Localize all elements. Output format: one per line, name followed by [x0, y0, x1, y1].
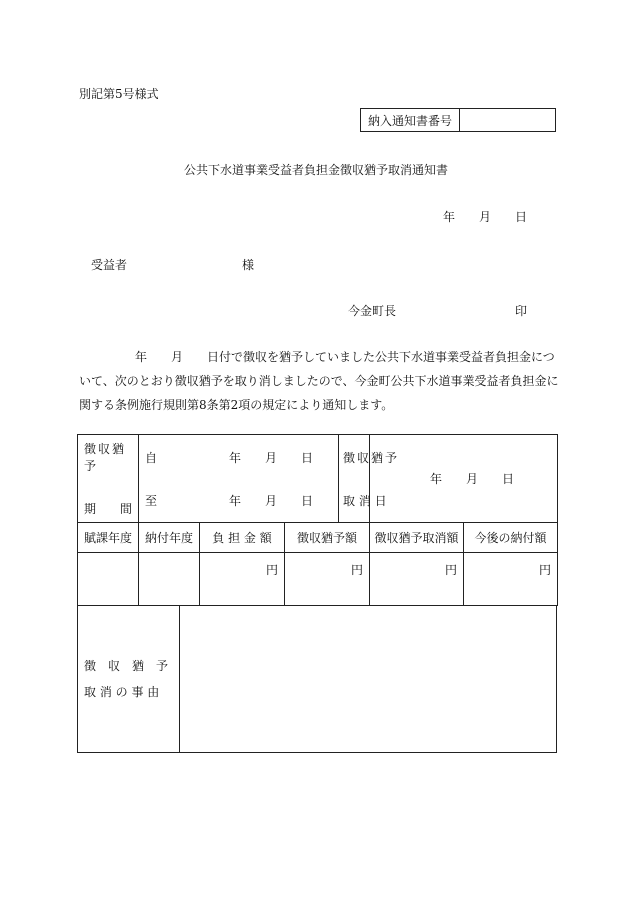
notice-number-label: 納入通知書番号 — [361, 109, 460, 131]
period-to-label: 至 — [145, 493, 158, 508]
notice-number-field[interactable] — [460, 109, 555, 131]
yen-unit: 円 — [351, 563, 364, 577]
period-from-day: 日 — [301, 450, 314, 465]
cell-deferred-amount[interactable] — [285, 553, 370, 606]
body-month: 月 — [171, 350, 184, 364]
body-line-1 — [79, 345, 559, 369]
date-day-label: 日 — [515, 210, 528, 224]
reason-section — [77, 605, 557, 753]
period-label-line-2: 期 間 — [84, 502, 133, 516]
form-number-label: 別記第5号様式 — [79, 87, 159, 101]
period-dates-cell — [139, 435, 339, 523]
period-to-year: 年 — [229, 493, 242, 508]
header-assessment-year: 賦課年度 — [78, 523, 139, 553]
document-title: 公共下水道事業受益者負担金徴収猶予取消通知書 — [184, 163, 449, 177]
header-payment-year: 納付年度 — [139, 523, 200, 553]
cancel-label-line-1: 徴収猶予 — [343, 450, 400, 465]
yen-unit: 円 — [539, 563, 552, 577]
notice-body — [79, 345, 559, 417]
notice-number-box — [360, 108, 556, 132]
cancel-label-line-2: 取 消 日 — [343, 493, 387, 508]
period-to-day: 日 — [301, 493, 314, 508]
cancel-date-label-cell — [339, 435, 400, 523]
cell-cancelled-amount[interactable] — [370, 553, 464, 606]
date-month-label: 月 — [479, 210, 492, 224]
cell-charge-amount[interactable] — [200, 553, 285, 606]
yen-unit: 円 — [445, 563, 458, 577]
body-line-1-text: 日付で徴収を猶予していました公共下水道事業受益者負担金につ — [207, 350, 555, 364]
recipient-suffix: 様 — [242, 258, 255, 272]
cancel-date-month: 月 — [466, 472, 479, 486]
period-label-line-1: 徴収猶予 — [84, 442, 127, 473]
yen-unit: 円 — [265, 563, 278, 577]
body-line-2: いて、次のとおり徴収猶予を取り消しましたので、今金町公共下水道事業受益者負担金に — [79, 374, 559, 388]
reason-label-line-2: 取 消 の 事 由 — [84, 685, 160, 699]
cell-future-amount[interactable] — [464, 553, 558, 606]
header-charge-amount: 負 担 金 額 — [200, 523, 285, 553]
body-year: 年 — [135, 350, 148, 364]
period-from-label: 自 — [145, 450, 158, 465]
recipient-label: 受益者 — [91, 258, 128, 272]
reason-label-line-1: 徴 収 猶 予 — [84, 659, 169, 673]
sender-name: 今金町長 — [348, 304, 397, 318]
period-label-cell — [78, 435, 139, 523]
cancel-date-day: 日 — [502, 472, 515, 486]
period-from-year: 年 — [229, 450, 242, 465]
cancel-date-value-cell — [370, 435, 558, 523]
header-cancelled-amount: 徴収猶予取消額 — [370, 523, 464, 553]
details-table — [77, 434, 558, 606]
period-to-row — [145, 492, 338, 509]
period-from-row — [145, 449, 338, 466]
header-future-amount: 今後の納付額 — [464, 523, 558, 553]
sender-seal: 印 — [515, 304, 528, 318]
cancel-date-row — [370, 470, 557, 487]
date-year-label: 年 — [443, 210, 456, 224]
period-from-month: 月 — [265, 450, 278, 465]
reason-field[interactable] — [180, 605, 556, 751]
period-to-month: 月 — [265, 493, 278, 508]
body-line-3: 関する条例施行規則第8条第2項の規定により通知します。 — [79, 398, 394, 412]
cancel-date-year: 年 — [430, 472, 443, 486]
header-deferred-amount: 徴収猶予額 — [285, 523, 370, 553]
cell-assessment-year[interactable] — [78, 553, 139, 606]
cell-payment-year[interactable] — [139, 553, 200, 606]
